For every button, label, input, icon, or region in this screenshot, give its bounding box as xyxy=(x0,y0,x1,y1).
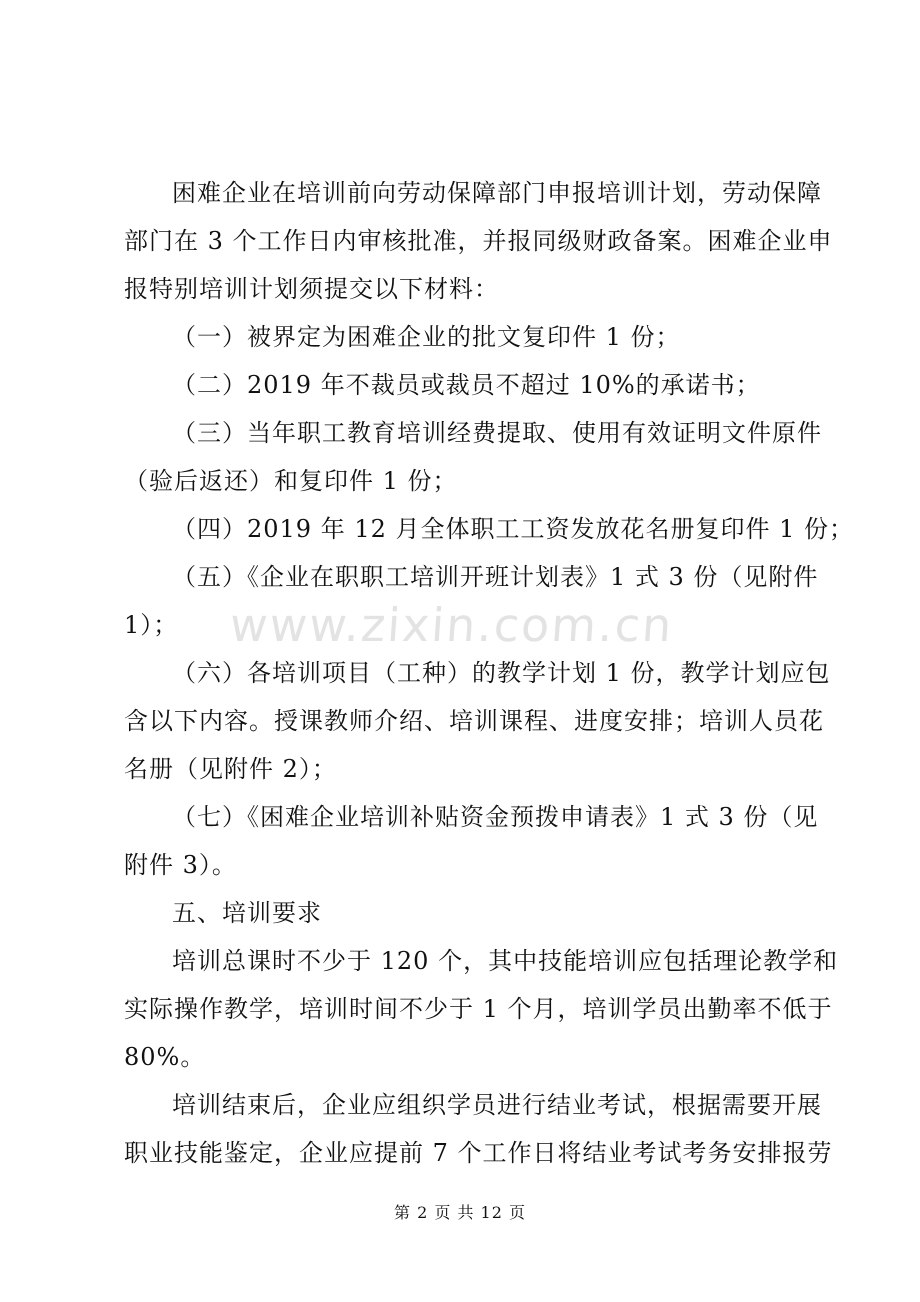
paragraph-line: 培训结束后，企业应组织学员进行结业考试，根据需要开展 xyxy=(172,1091,822,1119)
paragraph-line: 困难企业在培训前向劳动保障部门申报培训计划，劳动保障 xyxy=(172,179,822,207)
paragraph-line: 报特别培训计划须提交以下材料： xyxy=(124,275,499,303)
paragraph-line: 80%。 xyxy=(124,1043,206,1071)
list-item: （四）2019 年 12 月全体职工工资发放花名册复印件 1 份； xyxy=(172,515,855,543)
list-item: （六）各培训项目（工种）的教学计划 1 份，教学计划应包 xyxy=(172,659,831,687)
list-item-continuation: 1）； xyxy=(124,611,179,639)
paragraph-line: 部门在 3 个工作日内审核批准，并报同级财政备案。困难企业申 xyxy=(124,227,833,255)
section-heading: 五、培训要求 xyxy=(172,899,322,927)
list-item-continuation: 附件 3）。 xyxy=(124,851,237,879)
paragraph-line: 实际操作教学，培训时间不少于 1 个月，培训学员出勤率不低于 xyxy=(124,995,833,1023)
list-item: （一）被界定为困难企业的批文复印件 1 份； xyxy=(172,323,681,351)
watermark: www.zixin.com.cn xyxy=(228,598,676,652)
list-item: （二）2019 年不裁员或裁员不超过 10%的承诺书； xyxy=(172,371,761,399)
list-item-continuation: （验后返还）和复印件 1 份； xyxy=(124,467,458,495)
list-item-continuation: 含以下内容。授课教师介绍、培训课程、进度安排；培训人员花 xyxy=(124,707,824,735)
paragraph-line: 培训总课时不少于 120 个，其中技能培训应包括理论教学和 xyxy=(172,947,839,975)
page-footer: 第 2 页 共 12 页 xyxy=(394,1203,526,1222)
list-item: （七）《困难企业培训补贴资金预拨申请表》1 式 3 份（见 xyxy=(172,803,819,831)
list-item-continuation: 名册（见附件 2）； xyxy=(124,755,337,783)
list-item: （三）当年职工教育培训经费提取、使用有效证明文件原件 xyxy=(172,419,822,447)
list-item: （五）《企业在职职工培训开班计划表》1 式 3 份（见附件 xyxy=(172,563,819,591)
paragraph-line: 职业技能鉴定，企业应提前 7 个工作日将结业考试考务安排报劳 xyxy=(124,1139,833,1167)
